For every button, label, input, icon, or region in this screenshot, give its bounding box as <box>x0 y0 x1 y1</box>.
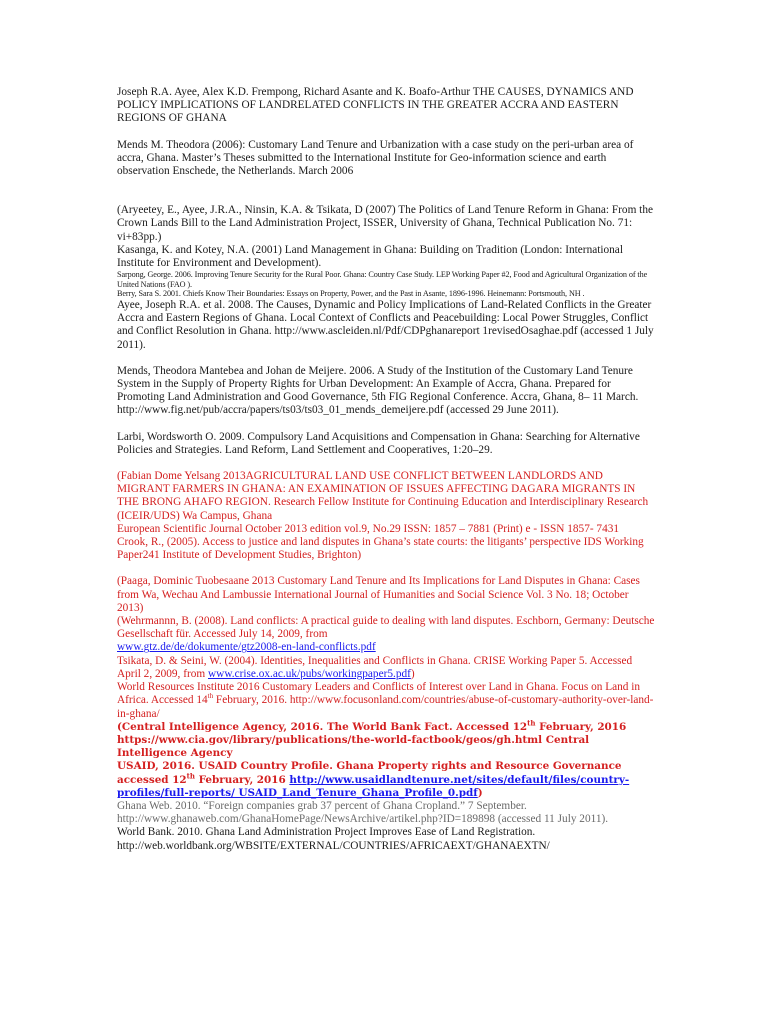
reference-wehrmann-text: (Wehrmannn, B. (2008). Land conflicts: A practical guide to dealing with land disputes. Eschborn, Germany: Deutsche Gesellschaft für. Accessed July 14, 2009, from <box>117 615 655 641</box>
reference-cia-text-b: February, 2016 https://www.cia.gov/library/publications/the-world-factbook/geos/gh.html Central Intelligence Agency <box>117 720 627 760</box>
reference-yelsang-journal: European Scientific Journal October 2013 edition vol.9, No.29 ISSN: 1857 – 7881 (Print) e - ISSN 1857- 7431 <box>117 522 620 535</box>
reference-wri <box>117 681 657 721</box>
reference-ghanaweb: Ghana Web. 2010. “Foreign companies grab 37 percent of Ghana Cropland.” 7 September. http://www.ghanaweb.com/GhanaHomePage/NewsArchive/artikel.php?ID=189898 (accessed 11 July 2011). <box>117 799 609 826</box>
reference-berry: Berry, Sara S. 2001. Chiefs Know Their Boundaries: Essays on Property, Power, and the Past in Asante, 1896-1996. Heinemann: Portsmouth, NH . <box>117 289 585 299</box>
reference-cia-text-a: (Central Intelligence Agency, 2016. The World Bank Fact. Accessed 12 <box>117 720 528 733</box>
reference-paaga: (Paaga, Dominic Tuobesaane 2013 Customary Land Tenure and Its Implications for Land Disputes in Ghana: Cases from Wa, Wechau And Lambussie International Journal of Humanities and Social Science Vol. 3 No. 18; October 2013) <box>117 575 640 614</box>
reference-usaid <box>117 760 657 800</box>
gtz-link[interactable]: www.gtz.de/de/dokumente/gtz2008-en-land-conflicts.pdf <box>117 641 376 654</box>
reference-wri-text-b: February, 2016. http://www.focusonland.com/countries/abuse-of-customary-authority-over-land-in-ghana/ <box>117 694 654 720</box>
reference-kasanga-kotey: Kasanga, K. and Kotey, N.A. (2001) Land Management in Ghana: Building on Tradition (London: International Institute for Environment and Development). <box>117 243 623 270</box>
reference-ayee-2008: Ayee, Joseph R.A. et al. 2008. The Causes, Dynamic and Policy Implications of Land-Related Conflicts in the Greater Accra and Eastern Regions of Ghana. Local Context of Conflicts and Peacebuilding: Local Power Struggles, Conflict and Conflict Resolution in Ghana. http://www.ascleiden.nl/Pdf/CDPghanareport 1revisedOsaghae.pdf (accessed 1 July 2011). <box>117 299 654 351</box>
usaid-link[interactable]: http://www.usaidlandtenure.net/sites/default/files/country-profiles/full-reports/ USAID_Land_Tenure_Ghana_Profile_0.pdf <box>117 773 630 799</box>
reference-wri-sup: th <box>207 692 214 701</box>
reference-wehrmann <box>117 615 657 655</box>
reference-mends-2006-thesis: Mends M. Theodora (2006): Customary Land Tenure and Urbanization with a case study on the peri-urban area of accra, Ghana. Master’s Theses submitted to the International Institute for Geo-information science and earth observation Enschede, the Netherlands. March 2006 <box>117 138 634 178</box>
crise-link[interactable]: www.crise.ox.ac.uk/pubs/workingpaper5.pdf <box>208 667 411 680</box>
reference-mends-meijere: Mends, Theodora Mantebea and Johan de Meijere. 2006. A Study of the Institution of the Customary Land Tenure System in the Supply of Property Rights for Urban Development: An Example of Accra, Ghana. Prepared for Promoting Land Administration and Good Governance, 5th FIG Regional Conference. Accra, Ghana, 8– 11 March. <box>117 364 639 404</box>
reference-sarpong: Sarpong, George. 2006. Improving Tenure Security for the Rural Poor. Ghana: Country Case Study. LEP Working Paper #2, Food and Agricultural Organization of the United Nations (FAO ). <box>117 270 648 289</box>
reference-mends-meijere-url: http://www.fig.net/pub/accra/papers/ts03/ts03_01_mends_demeijere.pdf (accessed 29 June 2011). <box>117 404 559 417</box>
reference-larbi: Larbi, Wordsworth O. 2009. Compulsory Land Acquisitions and Compensation in Ghana: Searching for Alternative Policies and Strategies. Land Reform, Land Settlement and Cooperatives, 1:20–29. <box>117 430 640 456</box>
reference-usaid-sup: th <box>186 771 195 781</box>
reference-tsikata-seini <box>117 655 657 681</box>
reference-cia <box>117 718 657 761</box>
reference-world-bank: World Bank. 2010. Ghana Land Administration Project Improves Ease of Land Registration. http://web.worldbank.org/WBSITE/EXTERNAL/COUNTRIES/AFRICAEXT/GHANAEXTN/ <box>117 826 550 852</box>
reference-wri-text-a: World Resources Institute 2016 Customary Leaders and Conflicts of Interest over Land in Ghana. Focus on Land in Africa. Accessed 14 <box>117 681 641 707</box>
reference-cia-sup: th <box>527 718 536 728</box>
reference-usaid-text-b: February, 2016 <box>194 773 290 786</box>
reference-yelsang: (Fabian Dome Yelsang 2013AGRICULTURAL LAND USE CONFLICT BETWEEN LANDLORDS AND MIGRANT FARMERS IN GHANA: AN EXAMINATION OF ISSUES AFFECTING DAGARA MIGRANTS IN THE BRONG AHAFO REGION. Research Fellow Institute for Continuing Education and Interdisciplinary Research (ICEIR/UDS) Wa Campus, Ghana <box>117 470 649 522</box>
reference-crook: Crook, R., (2005). Access to justice and land disputes in Ghana’s state courts: the litigants’ perspective IDS Working Paper241 Institute of Development Studies, Brighton) <box>117 536 644 562</box>
reference-usaid-end: ) <box>477 786 483 799</box>
reference-ayee-frempong: Joseph R.A. Ayee, Alex K.D. Frempong, Richard Asante and K. Boafo-Arthur THE CAUSES, DYNAMICS AND POLICY IMPLICATIONS OF LANDRELATED CONFLICTS IN THE GREATER ACCRA AND EASTERN REGIONS OF GHANA <box>117 86 634 125</box>
reference-tsikata-text: Tsikata, D. & Seini, W. (2004). Identities, Inequalities and Conflicts in Ghana. CRISE Working Paper 5. Accessed April 2, 2009, from <box>117 654 633 680</box>
reference-tsikata-end: ) <box>410 667 415 680</box>
reference-list <box>117 86 657 853</box>
reference-aryeetey-2007: (Aryeetey, E., Ayee, J.R.A., Ninsin, K.A. & Tsikata, D (2007) The Politics of Land Tenure Reform in Ghana: From the Crown Lands Bill to the Land Administration Project, ISSER, University of Ghana, Technical Publication No. 71: vi+83pp.) <box>117 204 653 243</box>
reference-usaid-text-a: USAID, 2016. USAID Country Profile. Ghana Property rights and Resource Governance accessed 12 <box>117 760 622 786</box>
